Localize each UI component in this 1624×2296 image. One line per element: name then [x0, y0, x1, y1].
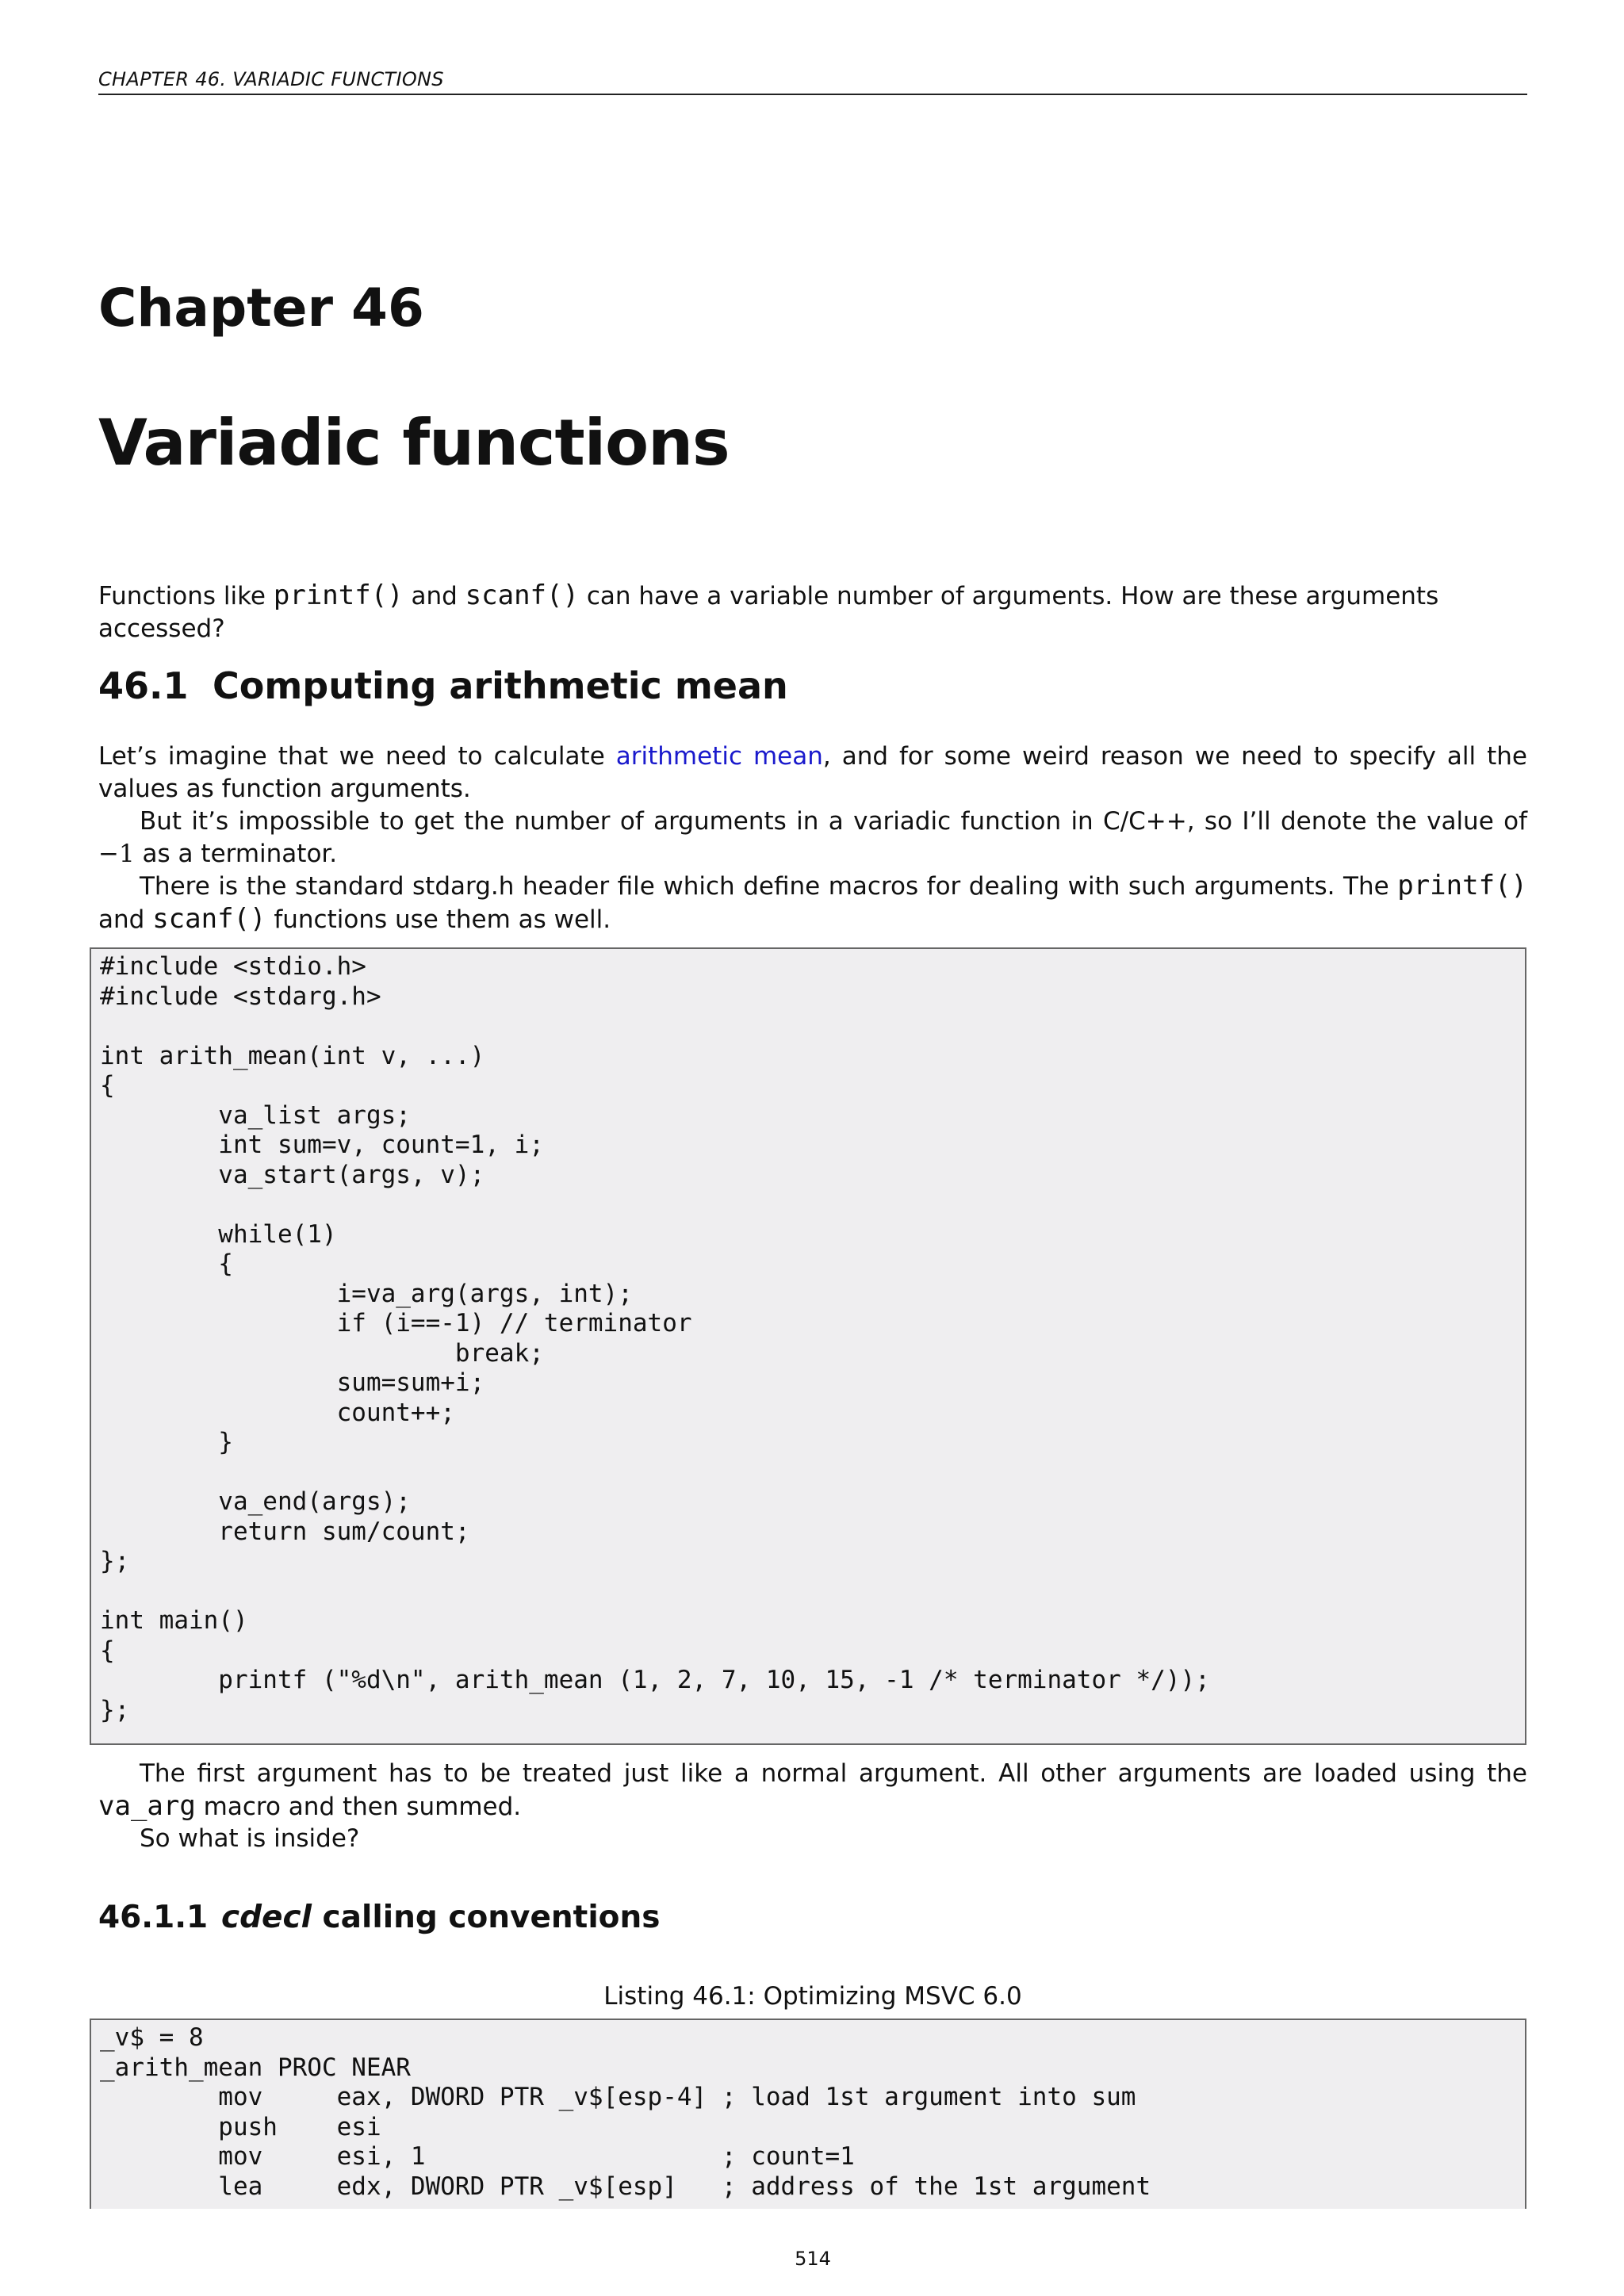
paragraph-3-text-1: There is the standard stdarg.h header file which define macros for dealing with such arguments. The	[140, 872, 1398, 901]
intro-text-1: Functions like	[98, 582, 274, 610]
paragraph-1-text-2: , and for some weird reason we need to specify all the values as function arguments.	[98, 742, 1527, 803]
intro-text-2: and	[403, 582, 465, 610]
inline-code-va-arg: va_arg	[98, 1790, 196, 1822]
paragraph-4-text-2: macro and then summed.	[195, 1793, 522, 1821]
paragraph-3-text-2: and	[98, 905, 153, 934]
paragraph-1	[98, 740, 1527, 806]
chapter-label: Chapter 46	[98, 277, 424, 339]
paragraph-5: So what is inside?	[140, 1824, 360, 1853]
paragraph-3	[98, 870, 1527, 936]
paragraph-2	[98, 806, 1527, 871]
code-listing-asm-text: _v$ = 8 _arith_mean PROC NEAR mov eax, DWORD PTR _v$[esp-4] ; load 1st argument into sum push esi mov esi, 1 ; count=1 lea edx, DWORD PTR _v$[esp] ; address of the 1st argument	[100, 2023, 1151, 2201]
listing-caption: Listing 46.1: Optimizing MSVC 6.0	[603, 1982, 1022, 2011]
code-listing-asm	[90, 2019, 1526, 2209]
chapter-title: Variadic functions	[98, 406, 730, 480]
paragraph-2-text-1: But it’s impossible to get the number of arguments in a variadic function in C/C++, so I’ll denote the value of	[140, 807, 1527, 836]
subsection-heading	[98, 1900, 660, 1935]
terminator-value: −1	[98, 840, 135, 868]
page-number: 514	[795, 2248, 831, 2270]
paragraph-4-text-1: The first argument has to be treated just like a normal argument. All other arguments are loaded using the	[140, 1759, 1527, 1788]
inline-code-scanf-2: scanf()	[152, 903, 266, 935]
section-title: Computing arithmetic mean	[213, 664, 788, 707]
code-listing-c	[90, 947, 1526, 1745]
paragraph-2-text-2: as a terminator.	[134, 840, 338, 868]
inline-code-scanf: scanf()	[465, 580, 579, 611]
subsection-title-rest: calling conventions	[311, 1900, 661, 1935]
intro-paragraph	[98, 580, 1527, 645]
section-number: 46.1	[98, 664, 189, 707]
inline-code-printf: printf()	[273, 580, 404, 611]
intro-text-3: can have a variable number of arguments. How are these arguments accessed?	[98, 582, 1439, 643]
inline-code-printf-2: printf()	[1397, 870, 1527, 901]
running-header: CHAPTER 46. VARIADIC FUNCTIONS	[98, 68, 1527, 95]
paragraph-3-text-3: functions use them as well.	[266, 905, 611, 934]
subsection-number: 46.1.1	[98, 1900, 209, 1935]
paragraph-1-text-1: Let’s imagine that we need to calculate	[98, 742, 616, 771]
section-heading	[98, 664, 788, 707]
paragraph-4	[98, 1758, 1527, 1823]
subsection-title-italic: cdecl	[221, 1900, 312, 1935]
code-listing-c-text: #include <stdio.h> #include <stdarg.h> int arith_mean(int v, ...) { va_list args; int sum=v, count=1, i; va_start(args, v); while(1) { i=va_arg(args, int); if (i==-1) // terminator break; sum=sum+i; count++; } va_end(args); return sum/count; }; int main() { printf ("%d\n", arith_mean (1, 2, 7, 10, 15, -1 /* terminator */)); };	[100, 952, 1210, 1724]
arithmetic-mean-link[interactable]: arithmetic mean	[615, 742, 823, 771]
